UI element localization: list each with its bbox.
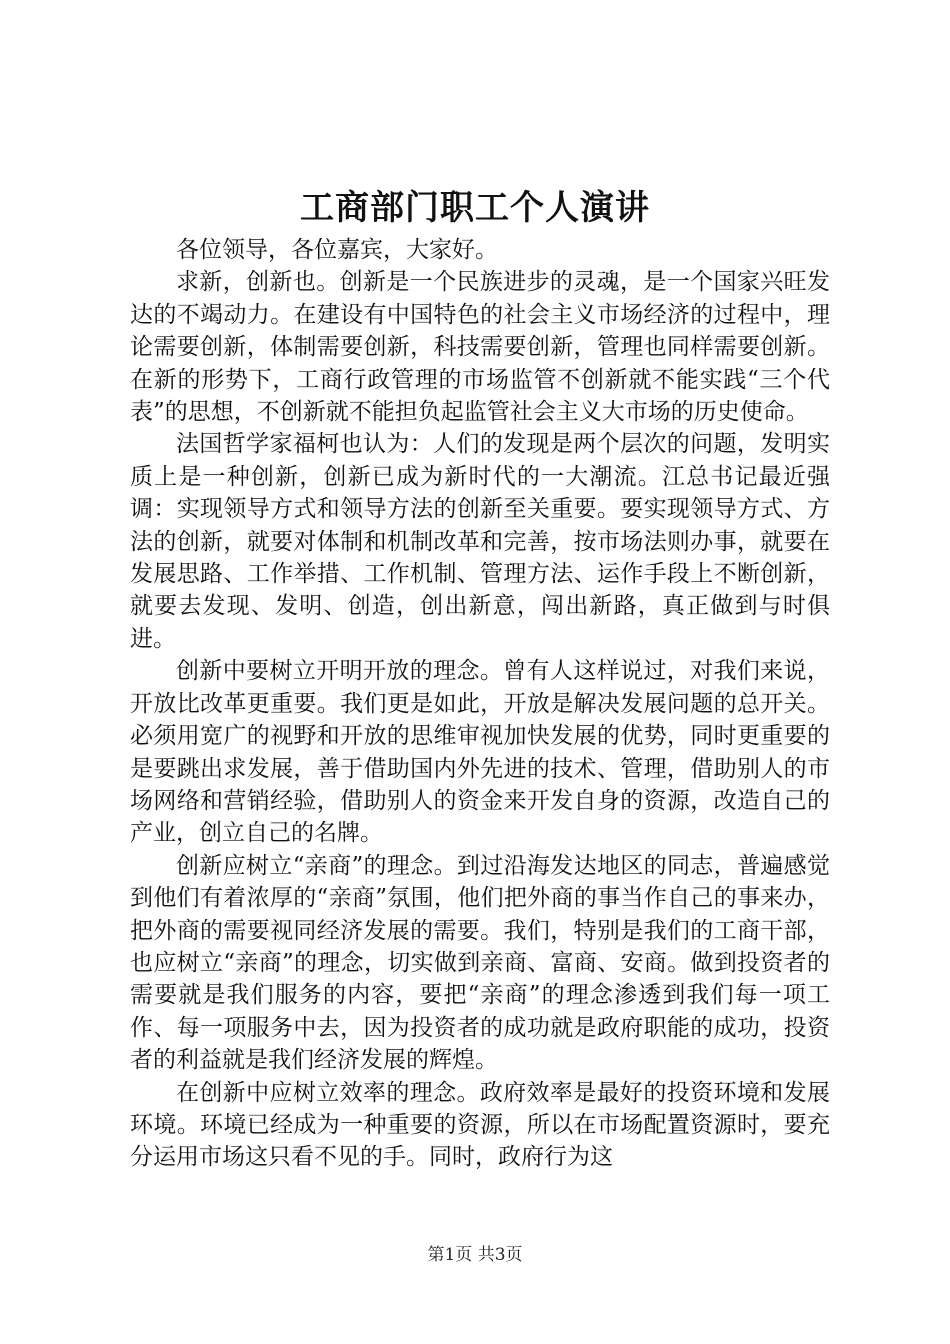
document-title: 工商部门职工个人演讲	[300, 188, 650, 228]
paragraph-openness: 创新中要树立开明开放的理念。曾有人这样说过，对我们来说，开放比改革更重要。我们更是如此，开放是解决发展问题的总开关。必须用宽广的视野和开放的思维审视加快发展的优势，同时更重要的是要跳出求发展，善于借助国内外先进的技术、管理，借助别人的市场网络和营销经验，借助别人的资金来开发自身的资源，改造自己的产业，创立自己的名牌。	[130, 658, 830, 847]
paragraph-foucault: 法国哲学家福柯也认为：人们的发现是两个层次的问题，发明实质上是一种创新，创新已成为新时代的一大潮流。江总书记最近强调：实现领导方式和领导方法的创新至关重要。要实现领导方式、方法的创新，就要对体制和机制改革和完善，按市场法则办事，就要在发展思路、工作举措、工作机制、管理方法、运作手段上不断创新，就要去发现、发明、创造，创出新意，闯出新路，真正做到与时俱进。	[130, 431, 830, 652]
page-number-footer: 第1页 共3页	[427, 1245, 523, 1265]
document-body	[130, 234, 830, 1174]
paragraph-innovation: 求新，创新也。创新是一个民族进步的灵魂，是一个国家兴旺发达的不竭动力。在建设有中国特色的社会主义市场经济的过程中，理论需要创新，体制需要创新，科技需要创新，管理也同样需要创新。在新的形势下，工商行政管理的市场监管不创新就不能实践“三个代表”的思想，不创新就不能担负起监管社会主义大市场的历史使命。	[130, 269, 830, 426]
paragraph-pro-business: 创新应树立“亲商”的理念。到过沿海发达地区的同志，普遍感觉到他们有着浓厚的“亲商”氛围，他们把外商的事当作自己的事来办，把外商的需要视同经济发展的需要。我们，特别是我们的工商干部，也应树立“亲商”的理念，切实做到亲商、富商、安商。做到投资者的需要就是我们服务的内容，要把“亲商”的理念渗透到我们每一项工作、每一项服务中去，因为投资者的成功就是政府职能的成功，投资者的利益就是我们经济发展的辉煌。	[130, 852, 830, 1074]
paragraph-efficiency: 在创新中应树立效率的理念。政府效率是最好的投资环境和发展环境。环境已经成为一种重要的资源，所以在市场配置资源时，要充分运用市场这只看不见的手。同时，政府行为这	[130, 1079, 830, 1171]
paragraph-greeting: 各位领导，各位嘉宾，大家好。	[176, 237, 498, 263]
